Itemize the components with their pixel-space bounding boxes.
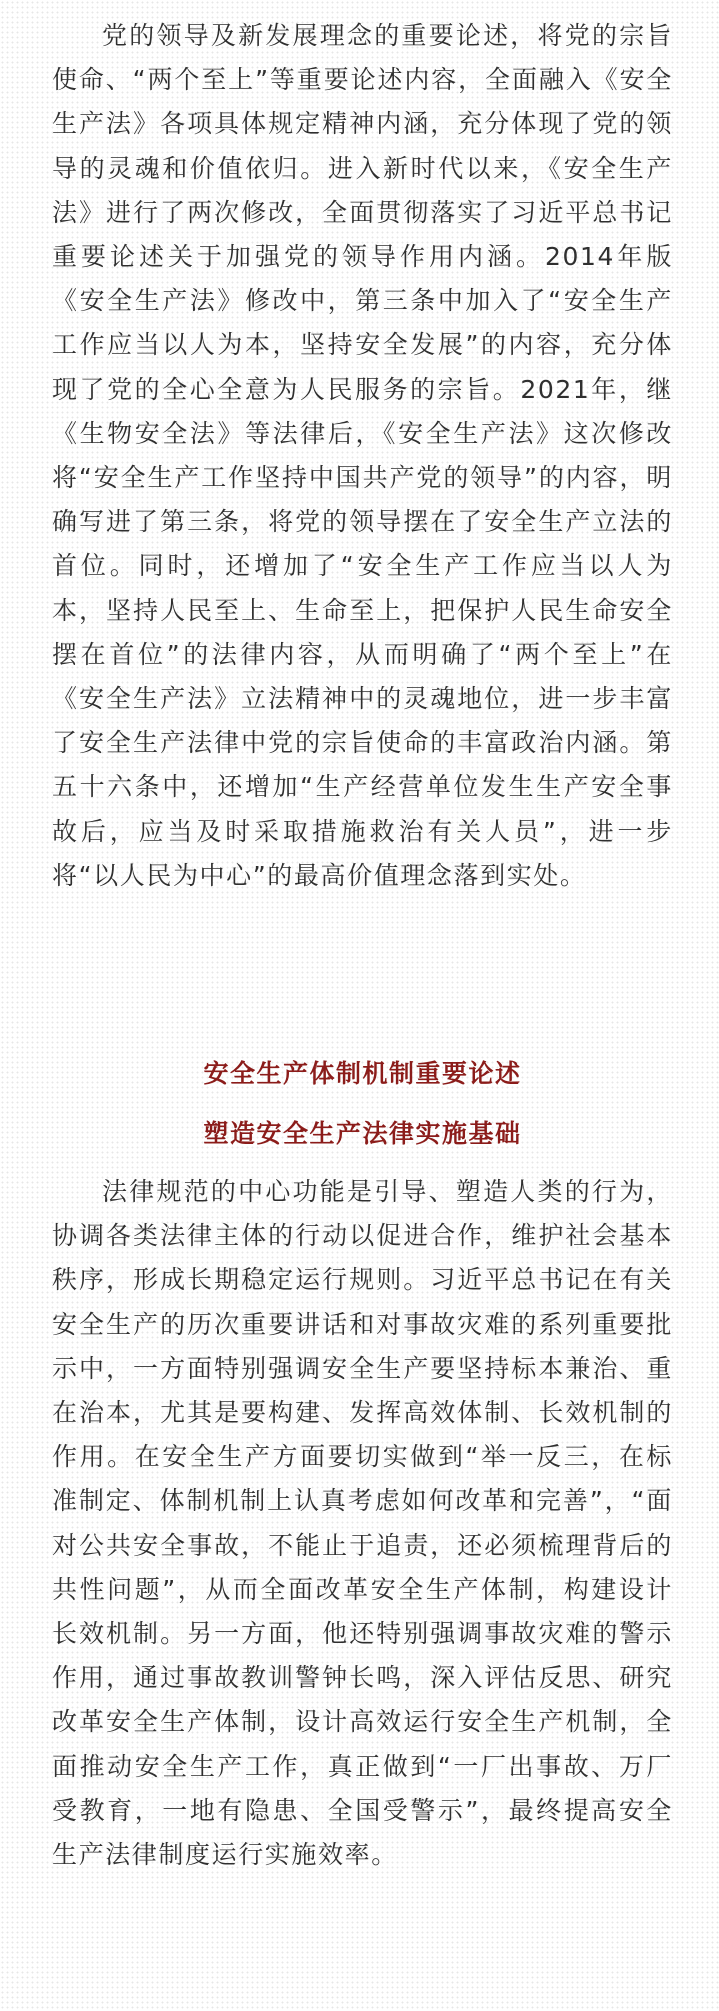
section-heading-line-2: 塑造安全生产法律实施基础 xyxy=(203,1119,522,1148)
article-paragraph-1: 党的领导及新发展理念的重要论述，将党的宗旨使命、“两个至上”等重要论述内容，全面融入《安全生产法》各项具体规定精神内涵，充分体现了党的领导的灵魂和价值依归。进入新时代以来，《安全生产法》进行了两次修改，全面贯彻落实了习近平总书记重要论述关于加强党的领导作用内涵。2014年版《安全生产法》修改中，第三条中加入了“安全生产工作应当以人为本，坚持安全发展”的内容，充分体现了党的全心全意为人民服务的宗旨。2021年，继《生物安全法》等法律后，《安全生产法》这次修改将“安全生产工作坚持中国共产党的领导”的内容，明确写进了第三条，将党的领导摆在了安全生产立法的首位。同时，还增加了“安全生产工作应当以人为本，坚持人民至上、生命至上，把保护人民生命安全摆在首位”的法律内容，从而明确了“两个至上”在《安全生产法》立法精神中的灵魂地位，进一步丰富了安全生产法律中党的宗旨使命的丰富政治内涵。第五十六条中，还增加“生产经营单位发生生产安全事故后，应当及时采取措施救治有关人员”，进一步将“以人民为中心”的最高价值理念落到实处。 xyxy=(52,21,673,890)
section-heading-line-1: 安全生产体制机制重要论述 xyxy=(203,1059,522,1088)
section-heading-block xyxy=(52,1004,673,1164)
article-paragraph-2: 法律规范的中心功能是引导、塑造人类的行为，协调各类法律主体的行动以促进合作，维护社会基本秩序，形成长期稳定运行规则。习近平总书记在有关安全生产的历次重要讲话和对事故灾难的系列重要批示中，一方面特别强调安全生产要坚持标本兼治、重在治本，尤其是要构建、发挥高效体制、长效机制的作用。在安全生产方面要切实做到“举一反三，在标准制定、体制机制上认真考虑如何改革和完善”，“面对公共安全事故，不能止于追责，还必须梳理背后的共性问题”，从而全面改革安全生产体制，构建设计长效机制。另一方面，他还特别强调事故灾难的警示作用，通过事故教训警钟长鸣，深入评估反思、研究改革安全生产体制，设计高效运行安全生产机制，全面推动安全生产工作，真正做到“一厂出事故、万厂受教育，一地有隐患、全国受警示”，最终提高安全生产法律制度运行实施效率。 xyxy=(52,1177,673,1870)
